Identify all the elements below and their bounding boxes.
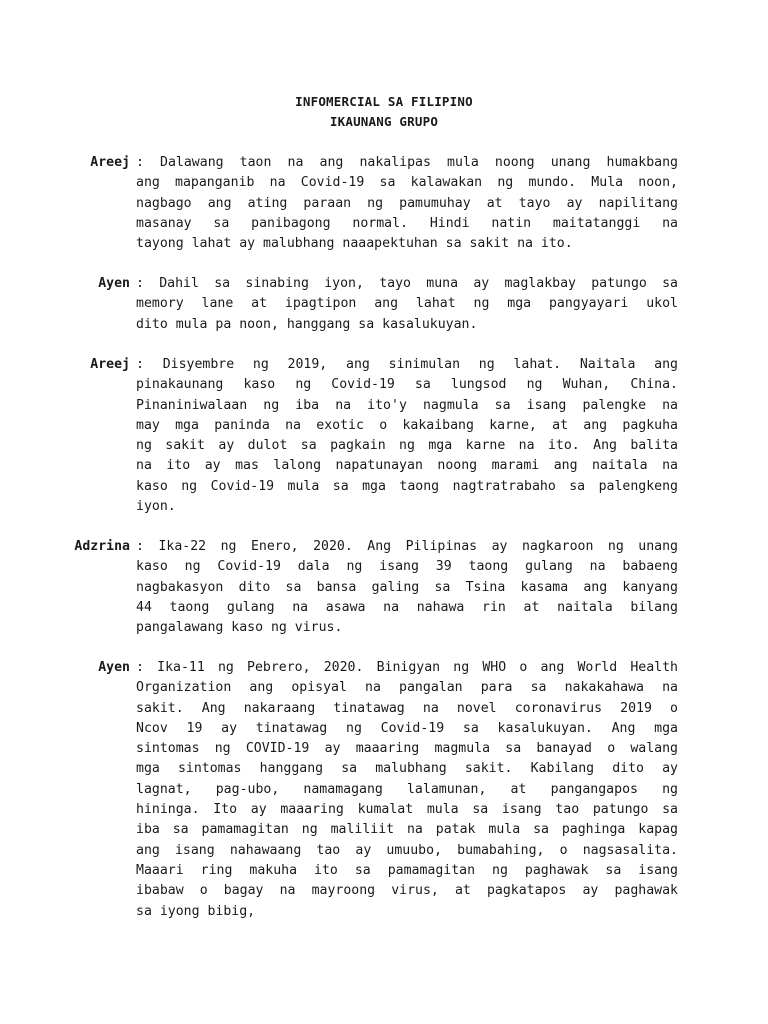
text-line: may mga paninda na exotic o kakaibang karne, at ang pagkuha	[136, 417, 678, 433]
text-line: ng sakit ay dulot sa pagkain ng mga karne na ito. Ang balita	[136, 438, 678, 454]
text-line: na ito ay mas lalong napatunayan noong marami ang naitala na	[136, 458, 678, 474]
text-line: kaso ng Covid-19 mula sa mga taong nagtratrabaho sa palengkeng	[136, 478, 678, 494]
dialogue-entry	[56, 537, 686, 636]
text-line: : Dahil sa sinabing iyon, tayo muna ay maglakbay patungo sa	[136, 276, 678, 291]
text-line: : Dalawang taon na ang nakalipas mula noong unang humakbang	[136, 155, 678, 170]
text-line: pangalawang kaso ng virus.	[136, 620, 343, 636]
text-line: masanay sa panibagong normal. Hindi natin maitatanggi na	[136, 215, 678, 231]
text-line: : Ika-22 ng Enero, 2020. Ang Pilipinas ay nagkaroon ng unang	[136, 539, 678, 554]
text-line: memory lane at ipagtipon ang lahat ng mga pangyayari ukol	[136, 296, 678, 312]
text-line: tayong lahat ay malubhang naaapektuhan sa sakit na ito.	[136, 236, 573, 252]
text-line: mga sintomas hanggang sa malubhang sakit. Kabilang dito ay	[136, 761, 678, 777]
text-line: iba sa pamamagitan ng maliliit na patak mula sa paghinga kapag	[136, 822, 678, 838]
text-line: Ncov 19 ay tinatawag ng Covid-19 sa kasalukuyan. Ang mga	[136, 720, 678, 736]
dialogue-text	[136, 274, 678, 335]
text-line: : Ika-11 ng Pebrero, 2020. Binigyan ng WHO o ang World Health	[136, 660, 678, 675]
text-line: sa iyong bibig,	[136, 903, 256, 919]
speaker-name: Adzrina	[74, 539, 130, 554]
text-line: : Disyembre ng 2019, ang sinimulan ng lahat. Naitala ang	[136, 357, 678, 372]
text-line: Organization ang opisyal na pangalan para sa nakakahawa na	[136, 680, 678, 696]
text-line: lagnat, pag-ubo, namamagang lalamunan, at pangangapos ng	[136, 781, 678, 797]
text-line: 44 taong gulang na asawa na nahawa rin at naitala bilang	[136, 599, 678, 615]
dialogue-text	[136, 355, 678, 517]
text-line: dito mula pa noon, hanggang sa kasalukuyan.	[136, 316, 478, 332]
text-line: nagbakasyon dito sa bansa galing sa Tsina kasama ang kanyang	[136, 579, 678, 595]
text-line: sakit. Ang nakaraang tinatawag na novel coronavirus 2019 o	[136, 700, 678, 716]
text-line: iyon.	[136, 499, 176, 515]
dialogue-text	[136, 537, 678, 638]
speaker-name: Ayen	[98, 660, 130, 675]
text-line: Pinaniniwalaan ng iba na ito'y nagmula sa isang palengke na	[136, 397, 678, 413]
speaker-name: Ayen	[98, 276, 130, 291]
speaker-name: Areej	[90, 357, 130, 372]
dialogue-text	[136, 153, 678, 254]
text-line: hininga. Ito ay maaaring kumalat mula sa isang tao patungo sa	[136, 802, 678, 818]
text-line: pinakaunang kaso ng Covid-19 sa lungsod ng Wuhan, China.	[136, 377, 678, 393]
dialogue-entry	[56, 355, 686, 515]
dialogue-entry	[56, 658, 686, 919]
speaker-name: Areej	[90, 155, 130, 170]
text-line: kaso ng Covid-19 dala ng isang 39 taong gulang na babaeng	[136, 559, 678, 575]
text-line: Maaari ring makuha ito sa pamamagitan ng paghawak sa isang	[136, 862, 678, 878]
text-line: nagbago ang ating paraan ng pamumuhay at tayo ay napilitang	[136, 195, 678, 211]
dialogue-text	[136, 658, 678, 922]
text-line: ang isang nahawaang tao ay umuubo, bumabahing, o nagsasalita.	[136, 842, 678, 858]
text-line: ibabaw o bagay na mayroong virus, at pagkatapos ay paghawak	[136, 883, 678, 899]
text-line: sintomas ng COVID-19 ay maaaring magmula sa banayad o walang	[136, 741, 678, 757]
dialogue-entry	[56, 153, 686, 252]
document-subtitle: IKAUNANG GRUPO	[329, 114, 439, 129]
document-title: INFOMERCIAL SA FILIPINO	[295, 94, 473, 109]
text-line: ang mapanganib na Covid-19 sa kalawakan ng mundo. Mula noon,	[136, 175, 678, 191]
dialogue-entry	[56, 274, 686, 332]
